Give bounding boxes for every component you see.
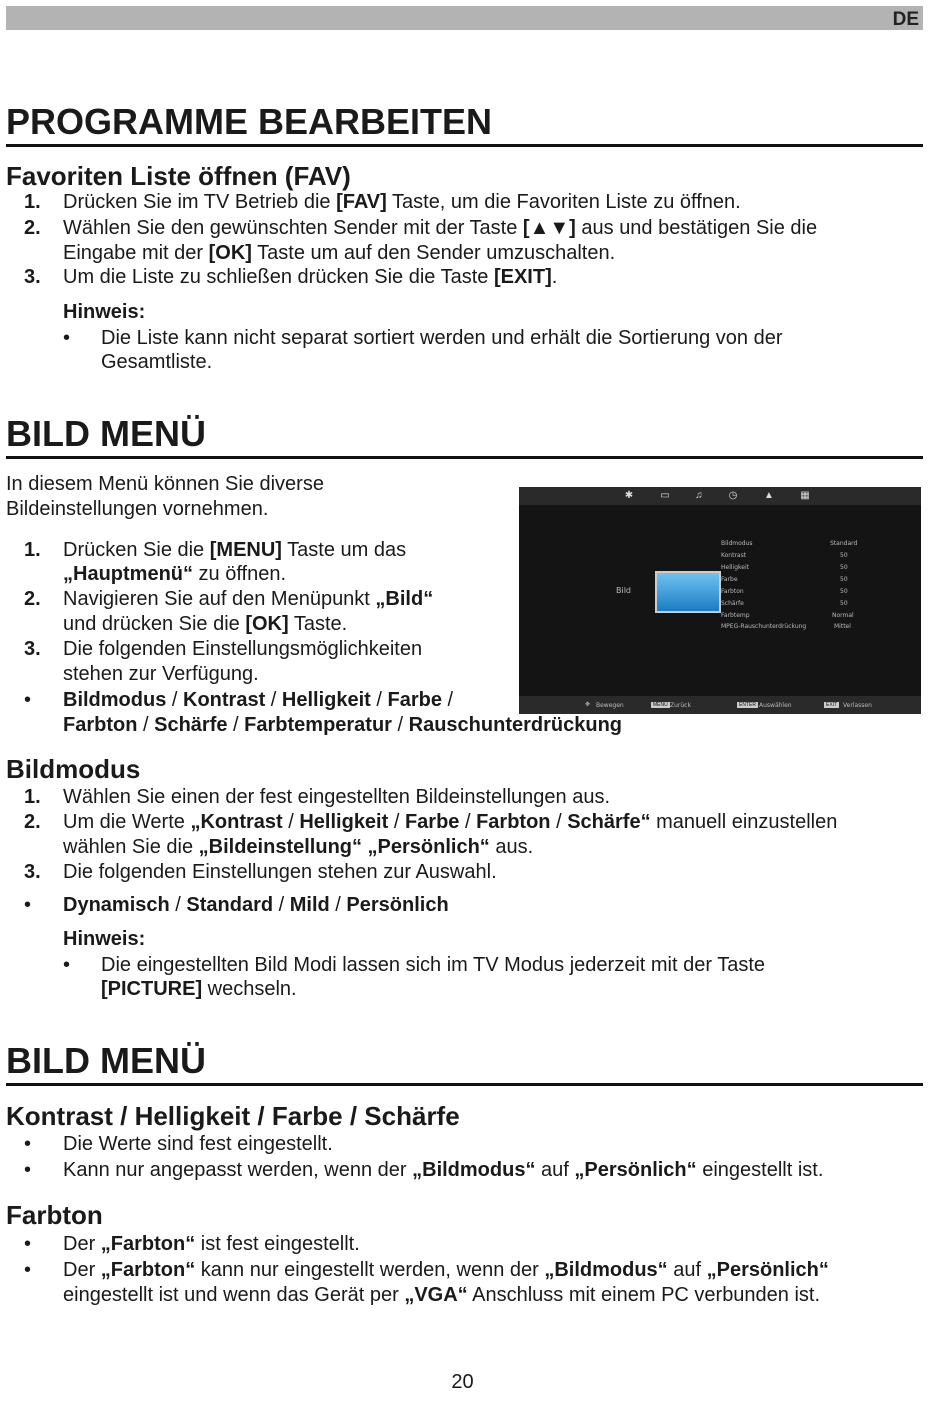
step-text: Drücken Sie im TV Betrieb die [FAV] Taste, um die Favoriten Liste zu öffnen. [63,191,741,213]
tv-row-value: Standard [830,540,858,547]
step-number: 2. [24,588,41,610]
tv-row-value: 50 [840,552,848,559]
bullet-icon: • [24,894,32,916]
step-text: stehen zur Verfügung. [63,663,259,685]
section-title-programme: PROGRAMME BEARBEITEN [6,102,923,147]
hint-leave: Verlassen [843,702,872,709]
step-number: 3. [24,861,41,883]
note-text: Die eingestellten Bild Modi lassen sich im TV Modus jederzeit mit der Taste [101,954,766,976]
step-text: Um die Werte „Kontrast / Helligkeit / Farbe / Farbton / Schärfe“ manuell einzustellen [63,811,838,833]
step-text: Wählen Sie einen der fest eingestellten Bildeinstellungen aus. [63,786,611,808]
options-line: Bildmodus / Kontrast / Helligkeit / Farbe / [63,689,454,711]
subtitle-favoriten: Favoriten Liste öffnen (FAV) [6,161,351,191]
step-number: 1. [24,786,41,808]
tv-row-key: Bildmodus [721,540,753,547]
step-text: Navigieren Sie auf den Menüpunkt „Bild“ [63,588,434,610]
lock-icon: ▲ [764,490,774,501]
bullet-text: Der „Farbton“ ist fest eingestellt. [63,1233,360,1255]
step-number: 1. [24,539,41,561]
tv-row-key: Farbe [721,576,738,583]
exit-key: EXIT [826,702,838,708]
section-title-bild-menu-2: BILD MENÜ [6,1041,923,1086]
intro-text: Bildeinstellungen vornehmen. [6,498,269,520]
step-number: 3. [24,266,41,288]
grid-icon: ▦ [800,490,810,501]
clock-icon: ◷ [728,490,738,501]
note-heading: Hinweis: [63,301,146,323]
step-text: wählen Sie die „Bildeinstellung“ „Persönlich“ aus. [63,836,534,858]
step-text: und drücken Sie die [OK] Taste. [63,613,348,635]
bullet-text: eingestellt ist und wenn das Gerät per „VGA“ Anschluss mit einem PC verbunden ist. [63,1284,821,1306]
step-text: Drücken Sie die [MENU] Taste um das [63,539,407,561]
hint-move: Bewegen [596,702,624,709]
tv-row-value: 50 [840,600,848,607]
page-number: 20 [451,1371,474,1393]
bullet-icon: • [24,689,32,711]
note-heading: Hinweis: [63,928,146,950]
note-text: Die Liste kann nicht separat sortiert werden und erhält die Sortierung von der [101,327,783,349]
options-line: Farbton / Schärfe / Farbtemperatur / Rauschunterdrückung [63,714,622,736]
note-text: [PICTURE] wechseln. [101,978,297,1000]
bullet-icon: • [24,1133,32,1155]
tv-menu-topbar [519,487,921,505]
monitor-icon: ▭ [660,490,670,501]
hint-select: Auswählen [759,702,792,709]
tv-row-value: 50 [840,564,848,571]
enter-key: ENTER [739,702,756,708]
subtitle-kontrast: Kontrast / Helligkeit / Farbe / Schärfe [6,1101,460,1131]
tv-row-key: Kontrast [721,552,747,559]
bullet-icon: • [24,1233,32,1255]
header-bar [6,6,923,30]
step-number: 2. [24,811,41,833]
step-text: „Hauptmenü“ zu öffnen. [63,563,287,585]
tv-row-key: Farbton [721,588,744,595]
step-number: 3. [24,638,41,660]
step-text: Die folgenden Einstellungsmöglichkeiten [63,638,423,660]
bullet-icon: • [24,1159,32,1181]
gear-icon: ✱ [624,490,634,501]
tv-row-value: Normal [832,612,854,619]
subtitle-farbton: Farbton [6,1200,103,1230]
tv-menu-screenshot [519,487,921,714]
picture-tv-icon [655,571,721,613]
note-text: Gesamtliste. [101,351,213,373]
step-number: 2. [24,217,41,239]
bullet-text: Der „Farbton“ kann nur eingestellt werden, wenn der „Bildmodus“ auf „Persönlich“ [63,1259,829,1281]
menu-key: MENU [653,702,668,708]
tv-row-key: Helligkeit [721,564,749,571]
tv-menu-bottombar [519,696,921,714]
intro-text: In diesem Menü können Sie diverse [6,473,324,495]
language-label: DE [892,9,919,30]
tv-row-key: Farbtemp [721,612,750,619]
bullet-text: Kann nur angepasst werden, wenn der „Bildmodus“ auf „Persönlich“ eingestellt ist. [63,1159,824,1181]
bullet-icon: • [63,954,71,976]
music-icon: ♫ [695,490,703,501]
bullet-text: Die Werte sind fest eingestellt. [63,1133,333,1155]
section-title-bild-menu: BILD MENÜ [6,414,923,459]
step-text: Wählen Sie den gewünschten Sender mit der Taste [▲▼] aus und bestätigen Sie die [63,217,818,239]
tv-row-key: MPEG-Rauschunterdrückung [721,623,807,630]
step-number: 1. [24,191,41,213]
step-text: Um die Liste zu schließen drücken Sie die Taste [EXIT]. [63,266,558,288]
hint-back: Zurück [670,702,691,709]
tv-row-key: Schärfe [721,600,744,607]
tv-row-value: 50 [840,588,848,595]
bullet-icon: • [24,1259,32,1281]
tv-row-value: 50 [840,576,848,583]
bullet-icon: • [63,327,71,349]
move-icon: ✥ [585,701,591,708]
tv-row-value: Mittel [834,623,851,630]
tv-menu-label: Bild [616,586,632,595]
subtitle-bildmodus: Bildmodus [6,754,141,784]
modes-line: Dynamisch / Standard / Mild / Persönlich [63,894,449,916]
step-text: Eingabe mit der [OK] Taste um auf den Sender umzuschalten. [63,242,616,264]
step-text: Die folgenden Einstellungen stehen zur Auswahl. [63,861,497,883]
